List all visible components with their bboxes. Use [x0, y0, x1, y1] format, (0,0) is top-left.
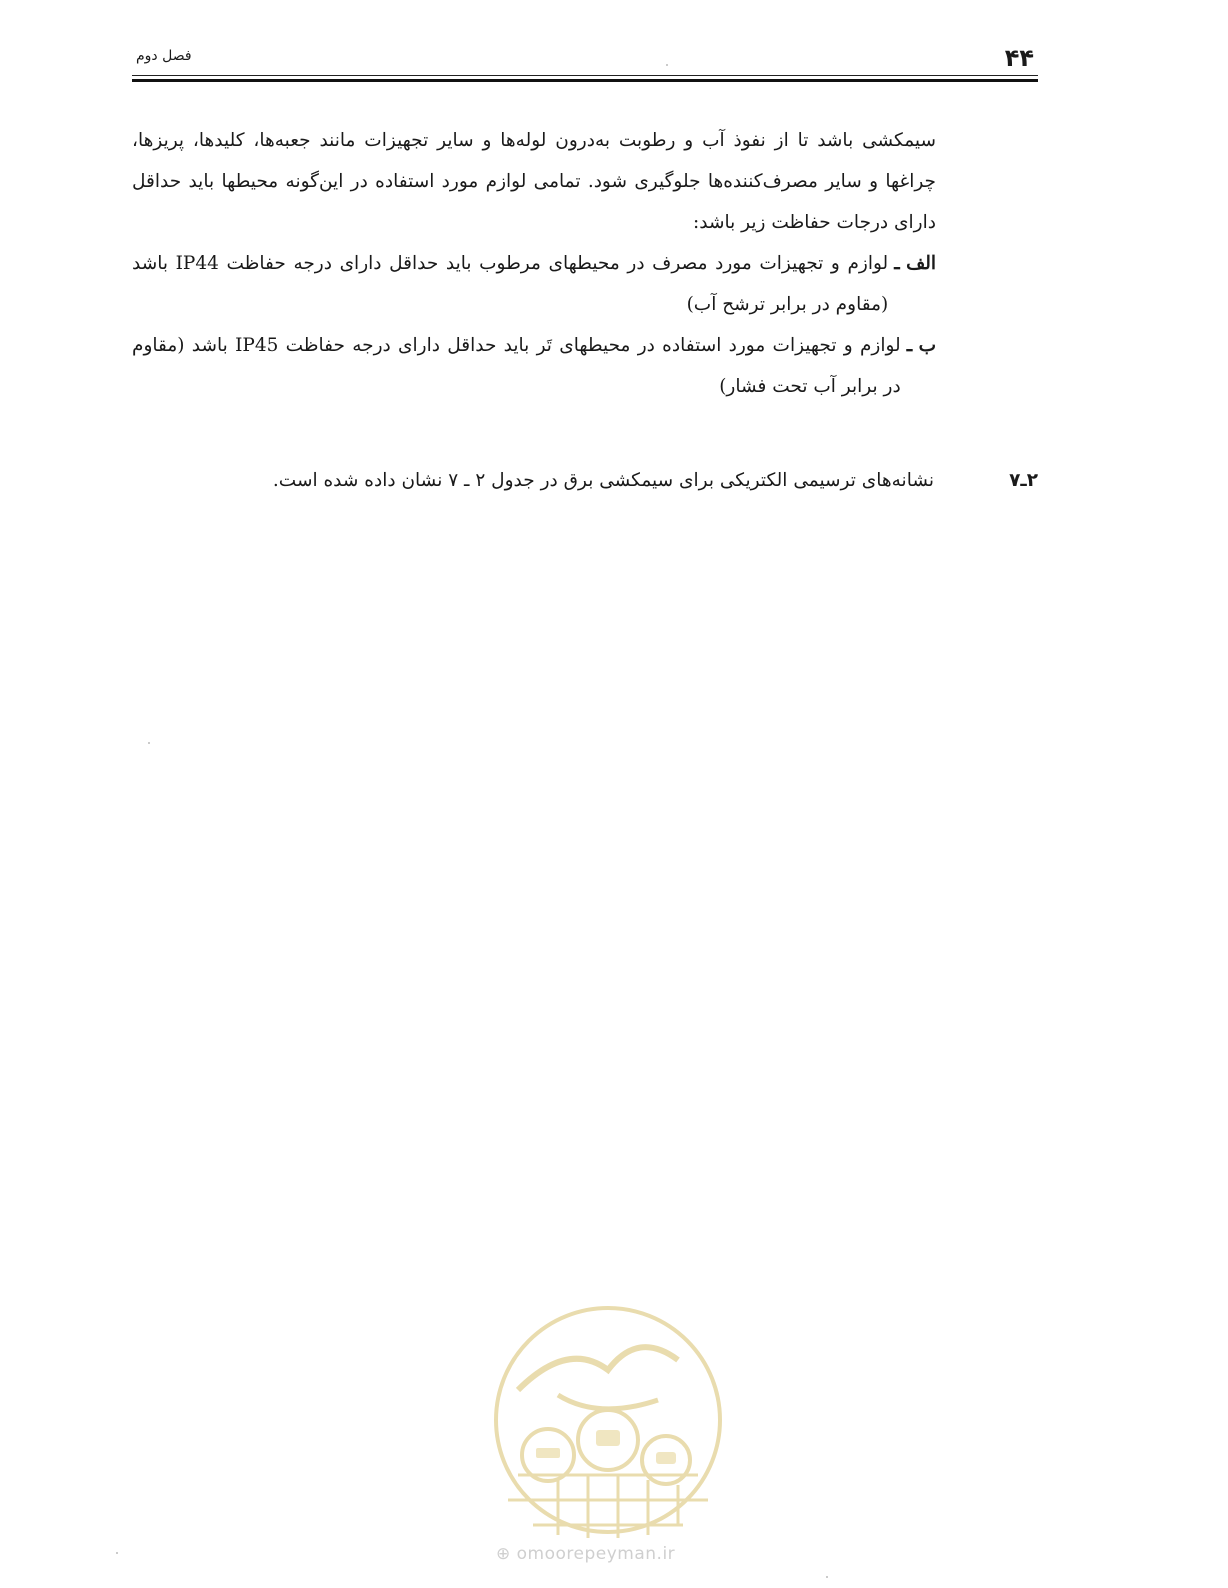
body-text [132, 120, 936, 407]
scan-speck [148, 742, 150, 744]
header-rule-thin [132, 75, 1038, 76]
page-number: ۴۴ [1004, 44, 1034, 72]
watermark-logo [488, 1300, 728, 1540]
chapter-title: فصل دوم [136, 48, 192, 64]
list-item-alef [132, 243, 936, 325]
list-item-be [132, 325, 936, 407]
list-item-label: ب ـ [906, 335, 936, 356]
scan-speck [116, 1552, 118, 1554]
page-header [132, 36, 1038, 86]
section-number: ۲ـ۷ [1009, 470, 1038, 491]
list-item-label: الف ـ [894, 253, 936, 274]
header-rule-thick [132, 79, 1038, 82]
globe-icon: ⊕ [496, 1544, 511, 1564]
watermark-url [496, 1544, 736, 1564]
list-item-text: لوازم و تجهیزات مورد مصرف در محیطهای مرطوب باید حداقل دارای درجه حفاظت IP44 باشد (مقاوم در برابر ترشح آب) [132, 253, 889, 315]
scan-speck [826, 1576, 828, 1578]
watermark-url-text: omoorepeyman.ir [516, 1544, 676, 1564]
body-paragraph: سیمکشی باشد تا از نفوذ آب و رطوبت به‌درون لوله‌ها و سایر تجهیزات مانند جعبه‌ها، کلیدها، پریزها، چراغها و سایر مصرف‌کننده‌ها جلوگیری شود. تمامی لوازم مورد استفاده در این‌گونه محیطها باید حداقل دارای درجات حفاظت زیر باشد: [132, 130, 936, 233]
scan-speck [666, 64, 668, 66]
list-item-text: لوازم و تجهیزات مورد استفاده در محیطهای تَر باید حداقل دارای درجه حفاظت IP45 باشد (مقاوم در برابر آب تحت فشار) [132, 335, 901, 397]
section-text: نشانه‌های ترسیمی الکتریکی برای سیمکشی برق در جدول ۲ ـ ۷ نشان داده شده است. [272, 470, 934, 491]
